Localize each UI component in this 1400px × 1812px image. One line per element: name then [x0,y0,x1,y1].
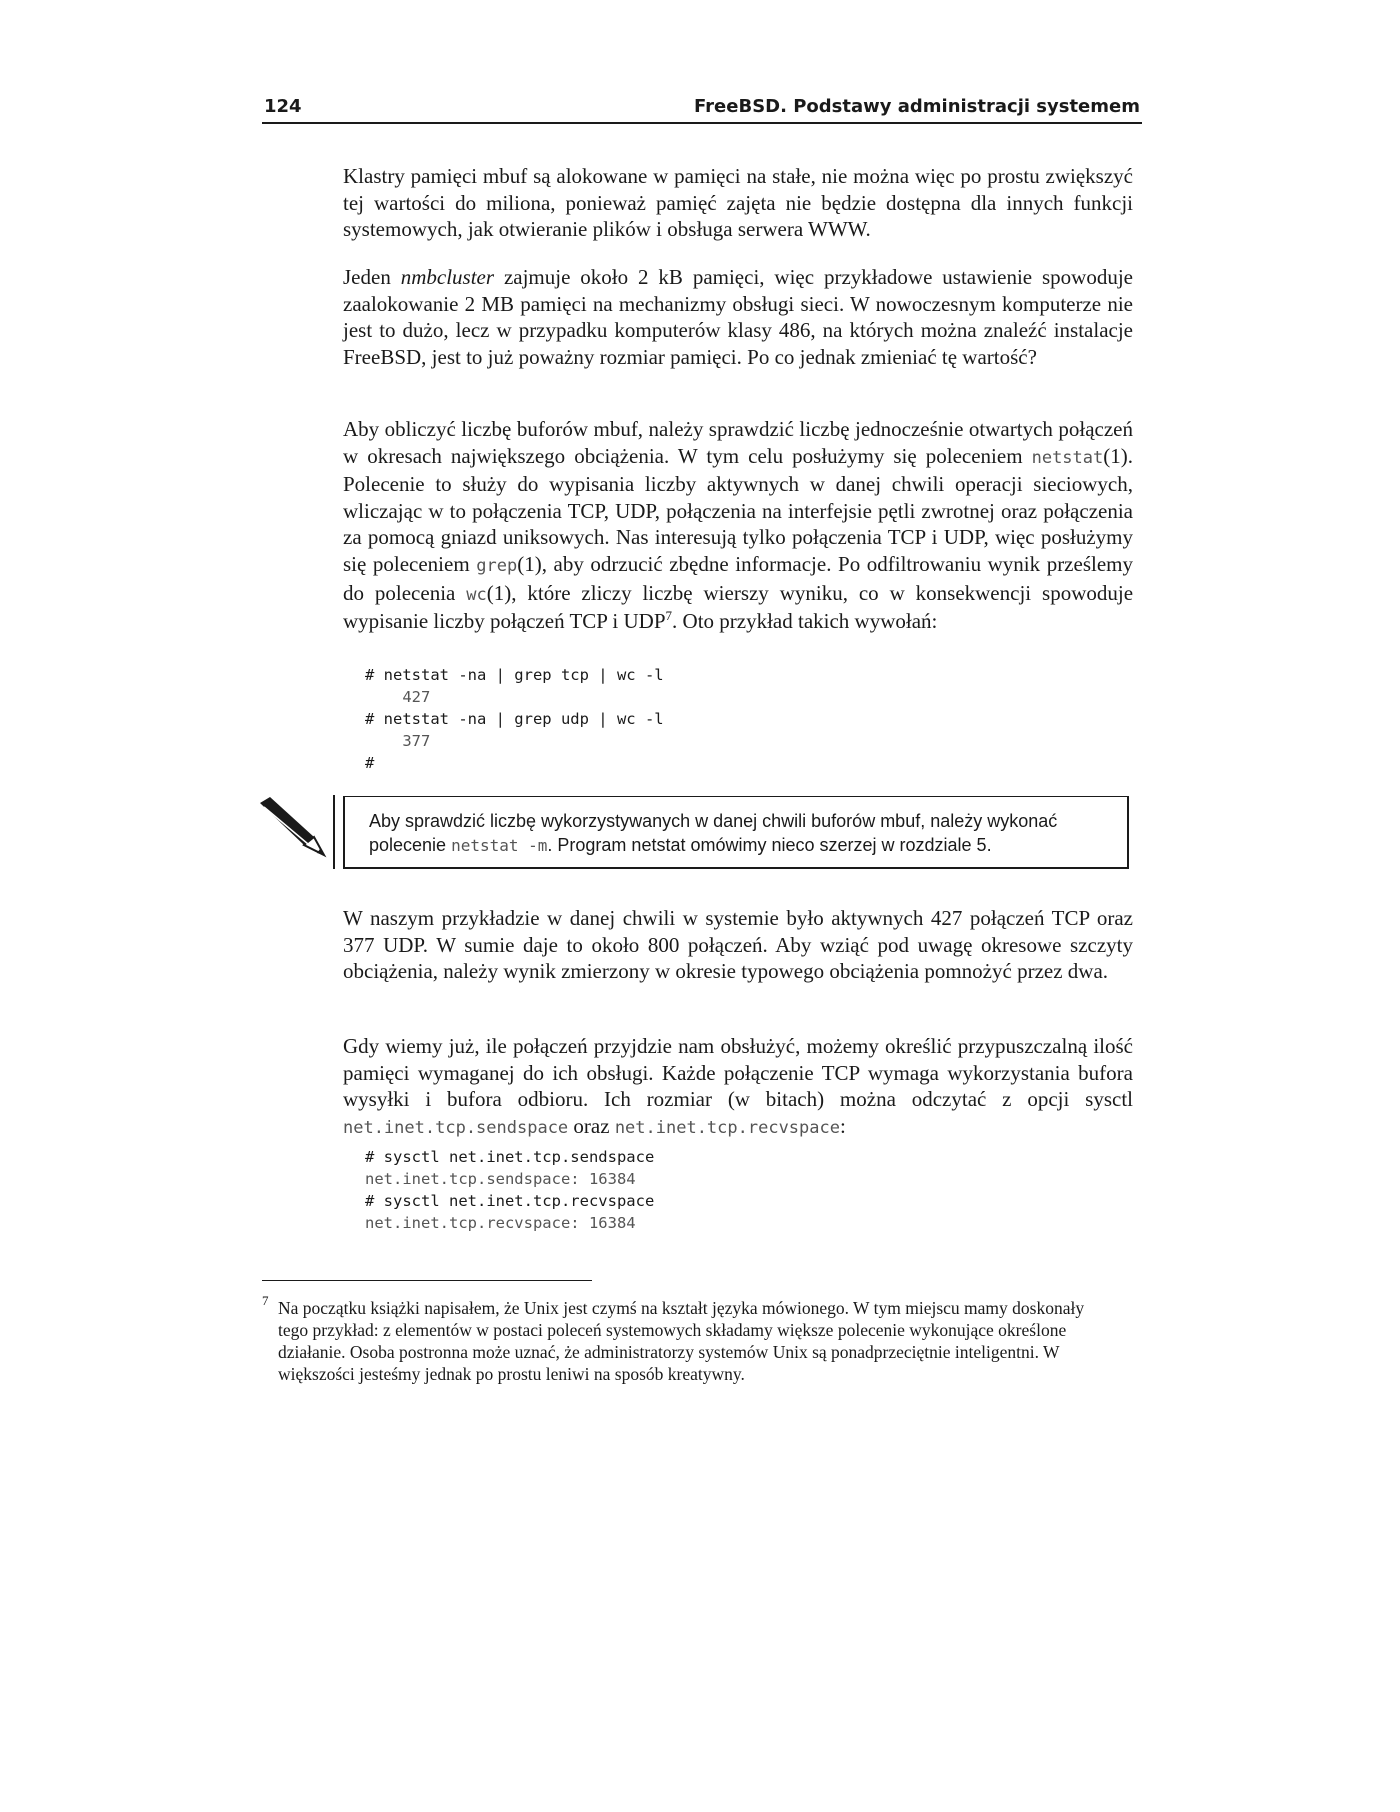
code-output-line: 427 [365,688,431,706]
paragraph-5-text-c: : [839,1113,846,1138]
code-output-line: net.inet.tcp.recvspace: 16384 [365,1214,636,1232]
paragraph-3-text-b: (1). Polecenie to służy do wypisania liczby aktywnych w danej chwili operacji sieciowych, wliczając w to połączenia TCP, UDP, połączenia na interfejsie pętli zwrotnej oraz połączenia za pomocą gniazd uniksowych. Nas interesują tylko połączenia TCP i UDP, więc posłużymy się poleceniem [343,443,1133,576]
paragraph-3 [343,416,1133,635]
code-output-line: net.inet.tcp.sendspace: 16384 [365,1170,636,1188]
footnote-text: Na początku książki napisałem, że Unix jest czymś na kształt języka mówionego. W tym miejscu mamy doskonały tego przykład: z elementów w postaci poleceń systemowych składamy większe polecenie wykonujące określone działanie. Osoba postronna może uznać, że administratorzy systemów Unix są ponadprzeciętnie inteligentni. W większości jesteśmy jednak po prostu leniwi na sposób kreatywny. [278,1298,1085,1384]
paragraph-5 [343,1033,1133,1141]
code-line: # [365,754,375,772]
paragraph-2 [343,264,1133,370]
code-output-line: 377 [365,732,431,750]
note-text [369,809,1109,858]
sendspace-option: net.inet.tcp.sendspace [343,1117,569,1138]
recvspace-option: net.inet.tcp.recvspace [614,1117,840,1138]
paragraph-1: Klastry pamięci mbuf są alokowane w pamięci na stałe, nie można więc po prostu zwiększyć tej wartości do miliona, ponieważ pamięć zajęta nie będzie dostępna dla innych funkcji systemowych, jak otwieranie plików i obsługa serwera WWW. [343,164,1133,242]
paragraph-3-text-c: (1), aby odrzucić zbędne informacje. Po odfiltrowaniu wynik prześlemy do polecenia [343,551,1133,605]
grep-command: grep [476,555,518,576]
pencil-icon [258,797,330,859]
paragraph-2-text-a: Jeden [343,265,401,289]
code-block-sysctl [365,1146,925,1234]
page-header [262,96,1142,124]
note-box [343,796,1129,869]
netstat-command: netstat [1031,447,1104,468]
running-title: FreeBSD. Podstawy administracji systemem [694,96,1140,117]
paragraph-4: W naszym przykładzie w danej chwili w systemie było aktywnych 427 połączeń TCP oraz 377 UDP. W sumie daje to około 800 połączeń. Aby wziąć pod uwagę okresowe szczyty obciążenia, należy wynik zmierzony w okresie typowego obciążenia pomnożyć przez dwa. [343,906,1133,984]
paragraph-3-text-e: . Oto przykład takich wywołań: [672,609,938,634]
code-line: # sysctl net.inet.tcp.recvspace [365,1192,655,1210]
footnote-reference: 7 [665,608,673,624]
paragraph-5-text-b: oraz [568,1113,615,1138]
code-line: # netstat -na | grep tcp | wc -l [365,666,664,684]
paragraph-3-text-d: (1), które zliczy liczbę wierszy wyniku, co w konsekwencji spowoduje wypisanie liczby połączeń TCP i UDP [343,580,1134,634]
footnote-divider [262,1280,592,1281]
note-text-b: . Program netstat omówimy nieco szerzej w rozdziale 5. [547,835,992,855]
footnote [262,1293,1107,1385]
netstat-m-command: netstat -m [451,836,548,855]
page-number: 124 [264,96,302,117]
note-text-a: Aby sprawdzić liczbę wykorzystywanych w danej chwili buforów mbuf, należy wykonać polecenie [369,811,1058,855]
footnote-mark: 7 [262,1293,269,1308]
wc-command: wc [466,584,487,605]
paragraph-3-text-a: Aby obliczyć liczbę buforów mbuf, należy sprawdzić liczbę jednocześnie otwartych połączeń w okresach największego obciążenia. W tym celu posłużymy się poleceniem [343,417,1133,468]
code-block-netstat [365,664,925,774]
paragraph-5-text-a: Gdy wiemy już, ile połączeń przyjdzie nam obsłużyć, możemy określić przypuszczalną ilość pamięci wymaganej do ich obsługi. Każde połączenie TCP wymaga wykorzystania bufora wysyłki i bufora odbioru. Ich rozmiar (w bitach) można odczytać z opcji sysctl [343,1034,1133,1112]
code-line: # sysctl net.inet.tcp.sendspace [365,1148,655,1166]
code-line: # netstat -na | grep udp | wc -l [365,710,664,728]
paragraph-2-text-b: zajmuje około 2 kB pamięci, więc przykładowe ustawienie spowoduje zaalokowanie 2 MB pamięci na mechanizmy obsługi sieci. W nowoczesnym komputerze nie jest to dużo, lecz w przypadku komputerów klasy 486, na których można znaleźć instalacje FreeBSD, jest to już poważny rozmiar pamięci. Po co jednak zmieniać tę wartość? [343,265,1133,369]
nmbcluster-term: nmbcluster [400,265,495,289]
